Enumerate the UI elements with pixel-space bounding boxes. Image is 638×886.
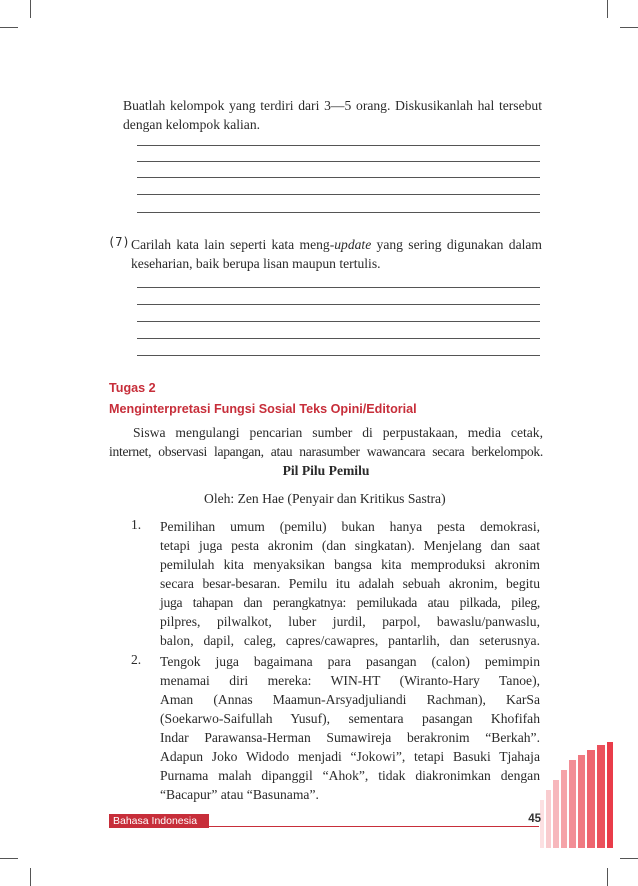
item-line: tetapi juga pesta akronim (dan singkatan). Menjelang dan saat bbox=[160, 538, 540, 553]
item-line: Aman (Annas Maamun-Arsyadjuliandi Rachman), KarSa bbox=[160, 692, 540, 707]
page-number: 45 bbox=[528, 813, 541, 825]
item-line: Indar Parawansa-Herman Sumawireja berakronim “Berkah”. bbox=[160, 730, 540, 745]
item-line: Adapun Joko Widodo menjadi “Jokowi”, tetapi Basuki Tjahaja bbox=[160, 749, 540, 764]
task-title: Tugas 2 bbox=[109, 381, 156, 395]
question-text bbox=[131, 235, 542, 254]
crop-mark bbox=[620, 27, 638, 28]
item-line: balon, dapil, caleg, capres/cawapres, pantarlih, dan seterusnya. bbox=[160, 633, 540, 648]
question-text-italic: update bbox=[334, 237, 372, 252]
item-line: pilpres, pilwalkot, luber jurdil, parpol, bawaslu/panwaslu, bbox=[160, 614, 540, 629]
item-number: 1. bbox=[131, 517, 142, 532]
item-line: Pemilihan umum (pemilu) bukan hanya pesta demokrasi, bbox=[160, 519, 540, 534]
crop-mark bbox=[30, 0, 31, 18]
task-intro: Siswa mengulangi pencarian sumber di perpustakaan, media cetak, bbox=[133, 425, 543, 440]
instruction-line: Buatlah kelompok yang terdiri dari 3—5 orang. Diskusikanlah hal tersebut bbox=[123, 98, 542, 113]
crop-mark bbox=[0, 27, 18, 28]
item-line: Tengok juga bagaimana para pasangan (calon) pemimpin bbox=[160, 654, 540, 669]
question-number: (7) bbox=[108, 235, 130, 249]
crop-mark bbox=[0, 858, 18, 859]
item-line: (Soekarwo-Saifullah Yusuf), sementara pasangan Khofifah bbox=[160, 711, 540, 726]
item-number: 2. bbox=[131, 652, 142, 667]
item-line: “Bacapur” atau “Basunama”. bbox=[160, 787, 319, 802]
instruction-line: dengan kelompok kalian. bbox=[123, 117, 261, 132]
question-text: keseharian, baik berupa lisan maupun tertulis. bbox=[131, 256, 381, 271]
item-line: secara besar-besaran. Pemilu itu adalah sebuah akronim, begitu bbox=[160, 576, 540, 591]
crop-mark bbox=[607, 0, 608, 18]
question-text-start: Carilah kata lain seperti kata meng- bbox=[131, 237, 335, 252]
crop-mark bbox=[607, 868, 608, 886]
task-subtitle: Menginterpretasi Fungsi Sosial Teks Opini/Editorial bbox=[109, 402, 417, 416]
item-line: pemilulah kita menyaksikan bangsa kita memproduksi akronim bbox=[160, 557, 540, 572]
crop-mark bbox=[620, 858, 638, 859]
question-text-end: yang sering digunakan dalam bbox=[371, 237, 542, 252]
task-intro: internet, observasi lapangan, atau narasumber wawancara secara berkelompok. bbox=[109, 444, 543, 459]
item-line: juga tahapan dan perangkatnya: pemilukada atau pilkada, pileg, bbox=[160, 595, 540, 610]
crop-mark bbox=[30, 868, 31, 886]
footer-divider bbox=[209, 826, 539, 827]
item-line: Purnama malah dipanggil “Ahok”, tidak diakronimkan dengan bbox=[160, 768, 540, 783]
footer-book-title: Bahasa Indonesia bbox=[113, 815, 198, 827]
article-byline: Oleh: Zen Hae (Penyair dan Kritikus Sastra) bbox=[204, 491, 446, 506]
article-title: Pil Pilu Pemilu bbox=[282, 463, 370, 478]
item-line: menamai diri mereka: WIN-HT (Wiranto-Hary Tanoe), bbox=[160, 673, 540, 688]
